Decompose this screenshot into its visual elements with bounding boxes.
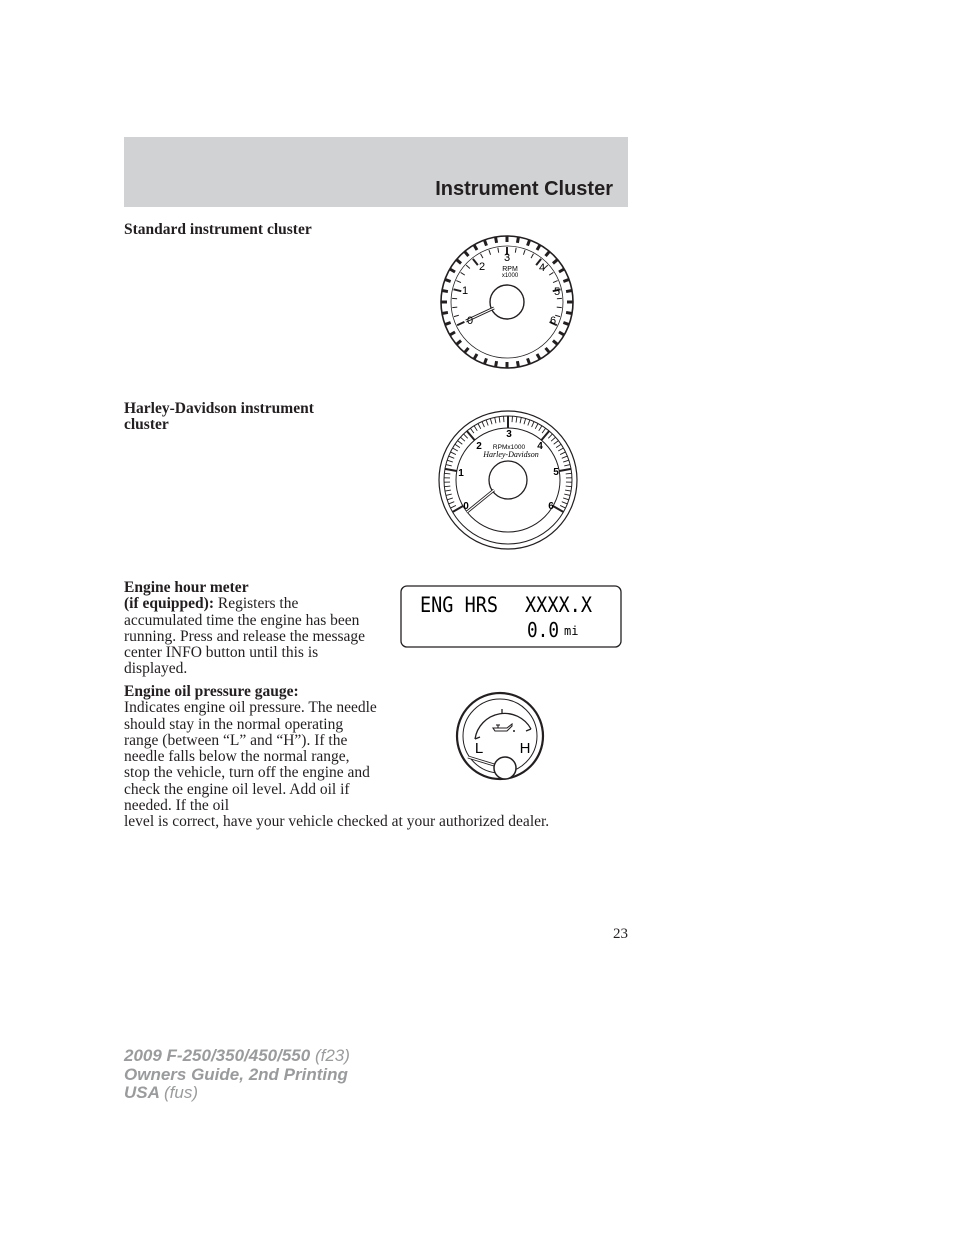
standard-tach-scale-tick [515, 248, 516, 253]
oil-pressure-body: Indicates engine oil pressure. The needle should stay in the normal operating range (between “L” and “H”). If the needle falls below the normal range, stop the vehicle, turn off the engine and check the engine oil level. Add oil if needed. If the oil [124, 699, 377, 815]
harley-tach-tick [556, 444, 561, 447]
standard-tach-tick [528, 240, 530, 246]
standard-tach-tick [484, 358, 486, 364]
standard-tach-tick [496, 361, 497, 367]
standard-tach-hub [490, 285, 524, 319]
standard-tach-number: 3 [503, 252, 511, 264]
engine-hour-subtitle: (if equipped): [124, 595, 214, 613]
harley-tach-tick [539, 426, 542, 431]
standard-tach-scale-tick [489, 250, 491, 255]
harley-tach-tick [551, 437, 555, 441]
standard-tach-scale-tick [473, 259, 478, 265]
harley-tach-tick [499, 417, 500, 423]
harley-tach-tick [554, 441, 559, 445]
standard-tach-scale-tick [498, 248, 499, 253]
harley-cluster-label: Harley-Davidson instrument cluster [124, 400, 314, 434]
standard-tach-scale-tick [454, 315, 459, 316]
standard-tachometer [436, 232, 578, 372]
harley-tach-tick [524, 418, 526, 424]
standard-tach-tick [474, 354, 477, 359]
standard-tach-tick [465, 251, 469, 256]
footer [124, 1047, 350, 1103]
harley-tach-tick [482, 422, 484, 427]
oil-pressure-body-tail: level is correct, have your vehicle checked at your authorized dealer. [124, 813, 550, 830]
harley-tach-tick [532, 422, 534, 427]
standard-tach-unit-multiplier: x1000 [501, 273, 519, 279]
harley-tach-tick [449, 456, 455, 458]
standard-tach-tick [566, 291, 572, 292]
harley-tach-tick [565, 490, 571, 491]
harley-tach-tick [449, 502, 455, 504]
footer-region-code: (fus) [164, 1083, 198, 1102]
standard-tach-tick [445, 279, 451, 281]
standard-tach-scale-tick [481, 254, 483, 258]
harley-tach-tick [563, 460, 569, 462]
standard-tach-tick [496, 237, 497, 243]
harley-tach-tick [444, 486, 450, 487]
standard-tach-tick [537, 245, 540, 250]
standard-tach-tick [484, 240, 486, 246]
harley-tach-tick [453, 506, 463, 512]
standard-tach-scale-tick [531, 254, 533, 258]
harley-tach-number: 1 [458, 468, 464, 479]
standard-tach-scale-tick [466, 265, 470, 268]
standard-tach-number: 4 [538, 262, 546, 274]
page-title: Instrument Cluster [435, 178, 613, 200]
oil-gauge-high-label: H [519, 740, 531, 757]
harley-tach-tick [553, 506, 563, 512]
harley-tach-tick [564, 494, 570, 495]
standard-tach-number: 2 [478, 261, 486, 273]
harley-tach-tick [446, 465, 452, 466]
standard-tach-tick [537, 354, 540, 359]
standard-tach-tick [559, 332, 564, 335]
standard-tach-tick [553, 341, 558, 345]
harley-tach-tick [560, 505, 565, 508]
standard-tach-unit: RPM [502, 266, 518, 273]
lcd-trip-value: 0.0 [527, 618, 559, 642]
engine-hour-paragraph [124, 580, 379, 678]
harley-tach-tick [559, 469, 571, 471]
harley-tach-hub [489, 461, 527, 499]
harley-tach-tick [470, 428, 474, 433]
harley-tach-tick [444, 473, 450, 474]
harley-tach-tick [455, 444, 460, 447]
harley-tach-tick [478, 423, 481, 428]
harley-tach-tick [535, 423, 538, 428]
oil-pressure-gauge [455, 691, 545, 781]
standard-tach-scale-tick [453, 289, 461, 291]
standard-tach-number: 5 [553, 286, 561, 298]
harley-tach-tick [528, 420, 530, 426]
harley-tach-tick [486, 420, 488, 426]
harley-tach-tick [566, 486, 572, 487]
standard-tach-scale-tick [557, 307, 562, 308]
harley-tach-tick [450, 452, 455, 455]
engine-hour-title: Engine hour meter [124, 579, 249, 596]
page-number: 23 [613, 926, 628, 942]
oil-pressure-paragraph [124, 684, 379, 814]
standard-tach-scale-tick [452, 307, 457, 308]
standard-tach-tick [528, 358, 530, 364]
standard-tach-tick [442, 291, 448, 292]
standard-tach-tick [474, 245, 477, 250]
standard-tach-tick [450, 332, 455, 335]
harley-tach-tick [516, 417, 517, 423]
standard-tach-tick [566, 312, 572, 313]
standard-tach-tick [445, 323, 451, 325]
standard-tach-tick [465, 348, 469, 353]
harley-tach-tick [563, 498, 569, 500]
lcd-unit: mi [564, 624, 579, 638]
harley-tach-tick [464, 434, 468, 438]
standard-tach-tick [546, 251, 550, 256]
standard-tach-tick [546, 348, 550, 353]
harley-tach-tick [566, 473, 572, 474]
harley-tach-number: 3 [506, 429, 512, 440]
message-center-display [400, 585, 622, 648]
harley-tach-tick [447, 498, 453, 500]
harley-tach-unit: RPMx1000 [492, 444, 526, 451]
standard-tach-number: 1 [461, 285, 469, 297]
harley-tach-tick [450, 505, 455, 508]
footer-model: 2009 F-250/350/450/550 [124, 1046, 311, 1065]
harley-tach-tick [474, 426, 477, 431]
harley-tach-tick [495, 417, 496, 423]
oil-gauge-low-label: L [474, 740, 484, 757]
harley-tach-number: 2 [476, 441, 482, 452]
standard-tach-tick [442, 312, 448, 313]
harley-tach-number: 0 [463, 501, 469, 512]
standard-tach-tick [563, 323, 569, 325]
footer-guide: Owners Guide, 2nd Printing [124, 1064, 348, 1084]
harley-tach-tick [446, 494, 452, 495]
standard-tach-tick [517, 361, 518, 367]
harley-tach-tick [458, 441, 463, 445]
standard-tach-scale-tick [457, 322, 464, 325]
standard-tach-number: 0 [466, 315, 474, 327]
standard-tach-tick [456, 260, 461, 264]
harley-tach-number: 4 [537, 441, 543, 452]
harley-brand-script: Harley-Davidson [483, 450, 539, 459]
harley-tach-tick [542, 428, 546, 433]
harley-tach-tick [460, 437, 464, 441]
harley-tach-tick [453, 448, 458, 451]
harley-tach-tick [558, 448, 563, 451]
standard-tach-tick [563, 279, 569, 281]
oil-gauge-hub [494, 757, 516, 779]
harley-tachometer [436, 408, 580, 552]
harley-tach-tick [520, 417, 521, 423]
harley-tach-tick [562, 502, 568, 504]
harley-tach-tick [560, 452, 565, 455]
standard-tach-tick [559, 269, 564, 272]
footer-region: USA [124, 1083, 160, 1102]
harley-tach-number: 6 [548, 501, 554, 512]
header-band [124, 137, 628, 207]
standard-tach-scale-tick [461, 272, 465, 275]
harley-tach-tick [562, 456, 568, 458]
lcd-hours-value: XXXX.X [525, 593, 593, 617]
standard-tach-number: 6 [549, 315, 557, 327]
standard-tach-scale-tick [523, 250, 525, 255]
lcd-eng-hrs-label: ENG HRS [420, 593, 498, 617]
oil-pressure-title: Engine oil pressure gauge: [124, 683, 299, 700]
standard-tach-tick [553, 260, 558, 264]
harley-tach-tick [490, 418, 492, 424]
engine-hour-body: Registers the accumulated time the engine has been running. Press and release the message center INFO button until this is displayed. [124, 595, 366, 678]
harley-tach-tick [445, 469, 457, 471]
standard-tach-scale-tick [456, 281, 461, 283]
standard-tach-scale-tick [549, 272, 553, 275]
standard-tach-scale-tick [553, 281, 558, 283]
standard-cluster-label: Standard instrument cluster [124, 221, 312, 238]
standard-tach-tick [517, 237, 518, 243]
standard-tach-tick [456, 341, 461, 345]
footer-model-code: (f23) [314, 1046, 350, 1065]
harley-tach-number: 5 [553, 467, 559, 478]
harley-tach-tick [548, 434, 552, 438]
harley-tach-tick [447, 460, 453, 462]
standard-tach-tick [450, 269, 455, 272]
harley-tach-tick [445, 490, 451, 491]
harley-tach-tick [564, 465, 570, 466]
